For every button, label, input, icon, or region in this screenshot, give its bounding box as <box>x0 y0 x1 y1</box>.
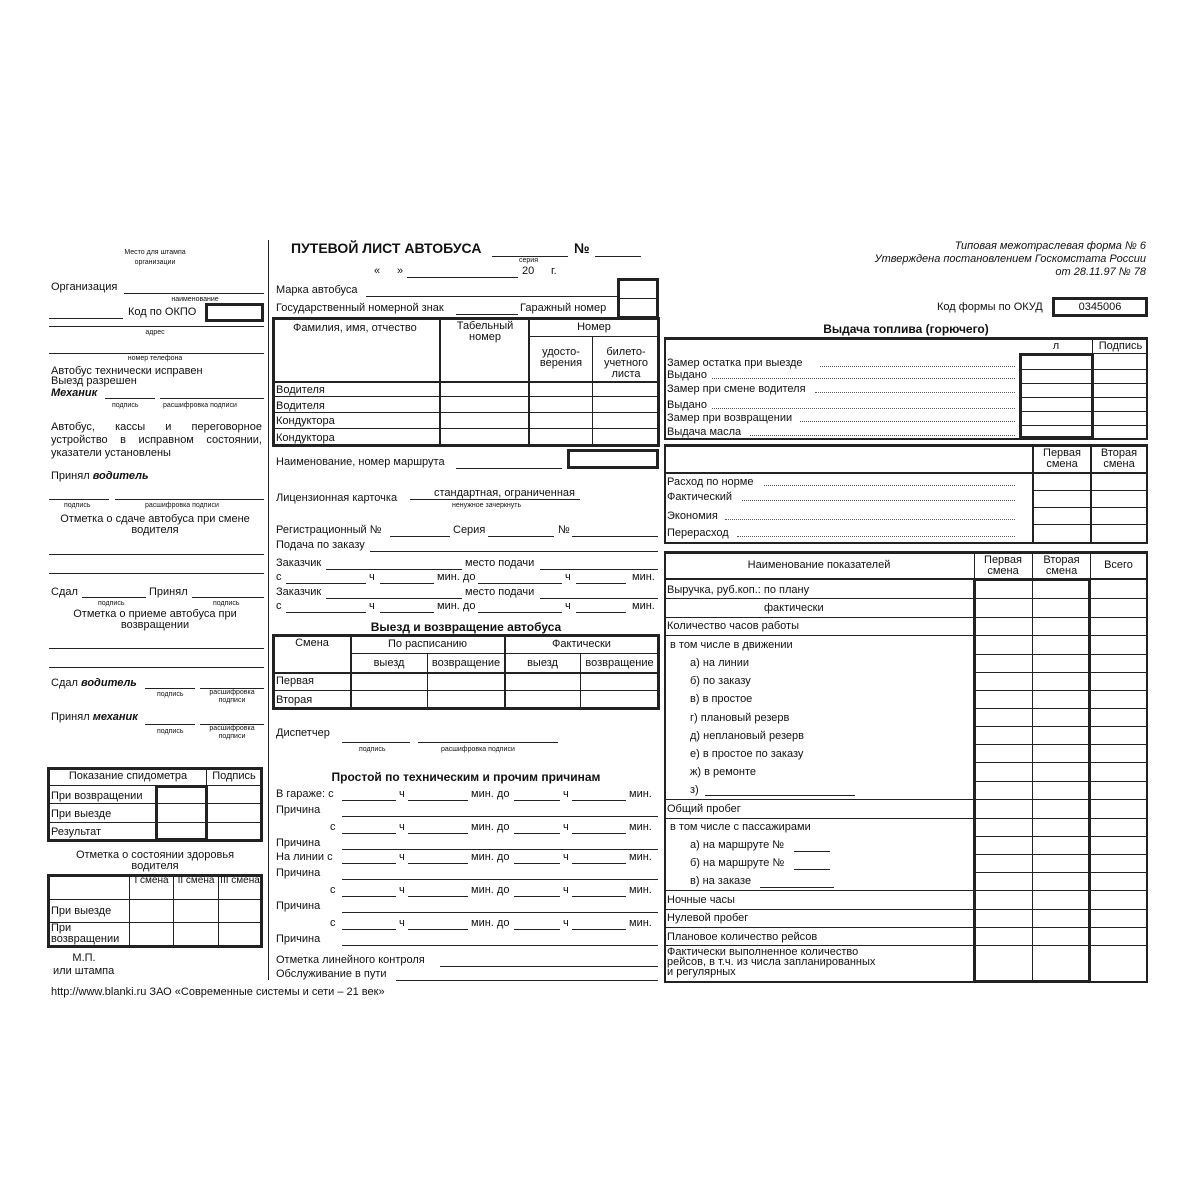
shift2-header-b: Вторая смена <box>1043 554 1080 577</box>
fuel-row-4: Выдано <box>667 399 707 411</box>
or-stamp-label: или штампа <box>53 965 115 977</box>
dispatcher-decode-line[interactable] <box>418 742 558 743</box>
handed-label: Сдал <box>51 586 78 598</box>
fuel-row-2: Выдано <box>667 369 707 381</box>
num-label: № <box>558 524 570 536</box>
year-prefix: 20 <box>522 265 535 277</box>
sign-caption-5: подпись <box>157 691 184 698</box>
column-separator <box>268 240 269 980</box>
fuel-row-1: Замер остатка при выезде <box>667 357 803 369</box>
ind-planned-trips: Плановое количество рейсов <box>667 931 818 943</box>
ind-actual-trips: Фактически выполненное количество рейсов, в т.ч. из числа запланированных и регулярных <box>667 946 876 978</box>
health-col-1: I смена <box>134 875 169 886</box>
stamp-place-label: Место для штампа <box>124 249 186 256</box>
customer-label-2: Заказчик <box>276 586 322 598</box>
ind-total-mileage: Общий пробег <box>667 803 741 815</box>
reason-label-1: Причина <box>276 804 321 816</box>
accepted-label: Принял <box>149 586 188 598</box>
driver-word-2: водитель <box>80 677 137 689</box>
decode-caption-5: расшифровка подписи <box>209 689 255 704</box>
return-note: Отметка о приеме автобуса при возвращении <box>73 608 237 631</box>
license-value: стандартная, ограниченная <box>434 487 575 499</box>
driver-word: водитель <box>92 470 149 482</box>
shift-header: Смена <box>295 637 329 649</box>
org-label: Организация <box>51 281 118 293</box>
crew-tab-header: Табельный номер <box>456 320 514 343</box>
place-label-1: место подачи <box>465 557 535 569</box>
customer-line-2[interactable] <box>326 598 462 599</box>
handed-line[interactable] <box>82 597 146 598</box>
crew-row-driver-2: Водителя <box>276 400 325 412</box>
decode-caption-2: расшифровка подписи <box>145 502 219 509</box>
okud-label: Код формы по ОКУД <box>937 301 1043 313</box>
reason-label-3: Причина <box>276 867 321 879</box>
shift-row-second: Вторая <box>276 694 313 706</box>
bus-brand-label: Марка автобуса <box>276 284 358 296</box>
speedo-header: Показание спидометра <box>68 770 188 782</box>
speedo-row-exit: При выезде <box>51 808 112 820</box>
ind-idle-order: е) в простое по заказу <box>690 748 804 760</box>
plate-line[interactable] <box>456 314 518 315</box>
service-label: Обслуживание в пути <box>276 968 387 980</box>
address-line[interactable] <box>49 326 264 327</box>
ind-other: з) <box>690 784 699 796</box>
shift1-header-b: Первая смена <box>984 554 1022 577</box>
ind-on-line: а) на линии <box>690 657 750 669</box>
mp-label: М.П. <box>72 952 96 964</box>
idle-title: Простой по техническим и прочим причинам <box>331 770 601 784</box>
crew-cert-header: удосто-верения <box>539 346 583 369</box>
driver-sign-line[interactable] <box>49 499 109 500</box>
ind-other-line[interactable] <box>705 795 855 796</box>
sign-caption: подпись <box>112 402 139 409</box>
health-title: Отметка о состоянии здоровья водителя <box>75 849 235 872</box>
shift2-header-a: Вторая смена <box>1100 447 1138 470</box>
tech-ok-text: Автобус технически исправен <box>51 365 203 377</box>
ind-in-motion: в том числе в движении <box>670 639 793 651</box>
date-close-quote: » <box>397 265 404 277</box>
equipment-ok-text: Автобус, кассы и переговорное устройство в исправном состоянии, указатели установлены <box>51 421 262 459</box>
total-header: Всего <box>1104 559 1133 571</box>
garage-no-label: Гаражный номер <box>520 302 607 314</box>
fuel-liters-column[interactable] <box>1019 353 1094 439</box>
accepted-mech-sign-line[interactable] <box>145 724 195 725</box>
speedo-row-return: При возвращении <box>51 790 143 802</box>
okpo-box[interactable] <box>205 303 264 322</box>
health-col-2: II смена <box>177 875 215 886</box>
return-line-1[interactable] <box>49 648 264 649</box>
accepted-line[interactable] <box>192 597 264 598</box>
date-month-line[interactable] <box>407 277 518 278</box>
fuel-row-6: Выдача масла <box>667 426 742 438</box>
reason-label-4: Причина <box>276 900 321 912</box>
date-open-quote: « <box>374 265 381 277</box>
speedo-sign-header: Подпись <box>212 770 256 782</box>
consumption-row-3: Экономия <box>667 510 718 522</box>
fuel-row-5: Замер при возвращении <box>667 412 793 424</box>
actual-header: Фактически <box>552 638 611 650</box>
dispatcher-label: Диспетчер <box>276 727 330 739</box>
order-label: Подача по заказу <box>276 539 365 551</box>
garage-from-label: В гараже: с <box>276 788 334 800</box>
ind-night-hours: Ночные часы <box>667 894 735 906</box>
customer-label-1: Заказчик <box>276 557 322 569</box>
footer-text[interactable]: http://www.blanki.ru ЗАО «Современные системы и сети – 21 век» <box>51 986 385 998</box>
mechanic-decode-line[interactable] <box>160 398 264 399</box>
ind-zero-mileage: Нулевой пробег <box>667 912 749 924</box>
fuel-row-3: Замер при смене водителя <box>667 383 806 395</box>
year-suffix: г. <box>551 265 557 277</box>
title-no-label: № <box>574 240 590 256</box>
route-label: Наименование, номер маршрута <box>276 456 445 468</box>
place-label-2: место подачи <box>465 586 535 598</box>
accepted-driver-label: Принял <box>51 470 90 482</box>
crew-row-conductor-2: Кондуктора <box>276 432 335 444</box>
exit-allowed-text: Выезд разрешен <box>51 375 137 387</box>
handover-line-1[interactable] <box>49 554 264 555</box>
series-caption: серия <box>519 257 538 264</box>
stamp-org-label: организации <box>134 259 176 266</box>
ind-hours: Количество часов работы <box>667 620 799 632</box>
reason-label-2: Причина <box>276 837 321 849</box>
schedule-header: По расписанию <box>387 638 467 650</box>
ind-on-order: в) на заказе <box>690 875 752 887</box>
line-control-label: Отметка линейного контроля <box>276 954 425 966</box>
ind-unplanned-reserve: д) неплановый резерв <box>690 730 804 742</box>
driver-decode-line[interactable] <box>115 499 264 500</box>
phone-caption: номер телефона <box>127 355 183 362</box>
ind-revenue-plan: Выручка, руб.коп.: по плану <box>667 584 810 596</box>
approved-text: Утверждена постановлением Госкомстата России <box>874 253 1146 265</box>
shift1-header-a: Первая смена <box>1043 447 1081 470</box>
handover-note: Отметка о сдаче автобуса при смене водителя <box>60 513 250 536</box>
approved-date: от 28.11.97 № 78 <box>1055 266 1146 278</box>
handed-driver-label: Сдал <box>51 677 78 689</box>
num-line[interactable] <box>572 536 658 537</box>
okpo-left-line <box>49 318 123 319</box>
title-number-line[interactable] <box>595 256 641 257</box>
reg-label: Регистрационный № <box>276 524 382 536</box>
sign-caption-4: подпись <box>213 600 240 607</box>
indicators-header: Наименование показателей <box>747 559 891 571</box>
speedo-row-result: Результат <box>51 826 102 838</box>
shift-row-first: Первая <box>276 675 314 687</box>
mechanic-label: Механик <box>51 387 98 399</box>
ind-planned-reserve: г) плановый резерв <box>690 712 790 724</box>
unneeded-caption: ненужное зачеркнуть <box>452 502 522 509</box>
plate-label: Государственный номерной знак <box>276 302 444 314</box>
ind-route-b: б) на маршруте № <box>690 857 785 869</box>
ind-repair: ж) в ремонте <box>690 766 756 778</box>
sign-caption-6: подпись <box>157 728 184 735</box>
consumption-row-1: Расход по норме <box>667 476 754 488</box>
sign-caption-2: подпись <box>64 502 91 509</box>
form-type: Типовая межотраслевая форма № 6 <box>954 240 1146 252</box>
from-label-1: с <box>276 571 282 583</box>
accepted-mech-label: Принял <box>51 711 90 723</box>
route-box[interactable] <box>567 449 659 469</box>
return-line-2[interactable] <box>49 667 264 668</box>
dispatcher-sign-line[interactable] <box>342 742 410 743</box>
health-row-exit: При выезде <box>51 905 112 917</box>
speedometer-values[interactable] <box>155 785 208 841</box>
crew-ticket-header: билето-учетного листа <box>603 346 649 380</box>
address-caption: адрес <box>145 329 165 336</box>
ind-revenue-actual: фактически <box>764 602 824 614</box>
ind-with-passengers: в том числе с пассажирами <box>670 821 811 833</box>
ind-route-a: а) на маршруте № <box>690 839 785 851</box>
name-caption: наименование <box>171 296 219 303</box>
okud-value: 0345006 <box>1078 301 1122 313</box>
phone-line[interactable] <box>49 353 264 354</box>
ind-idle: в) в простое <box>690 693 753 705</box>
health-row-return: При возвращении <box>51 922 120 945</box>
series-line[interactable] <box>488 536 554 537</box>
crew-row-driver-1: Водителя <box>276 384 325 396</box>
bus-brand-line[interactable] <box>366 296 618 297</box>
mech-word: механик <box>92 711 138 723</box>
customer-line-1[interactable] <box>326 569 462 570</box>
handover-line-2[interactable] <box>49 573 264 574</box>
license-label: Лицензионная карточка <box>276 492 398 504</box>
consumption-row-4: Перерасход <box>667 527 729 539</box>
decode-caption: расшифровка подписи <box>163 402 237 409</box>
crew-row-conductor-1: Кондуктора <box>276 415 335 427</box>
decode-caption-6: расшифровка подписи <box>209 725 255 740</box>
sign-caption-3: подпись <box>98 600 125 607</box>
crew-fio-header: Фамилия, имя, отчество <box>293 322 417 334</box>
okpo-label: Код по ОКПО <box>128 306 197 318</box>
fuel-col-liters: л <box>1052 340 1060 352</box>
handed-driver-sign-line[interactable] <box>145 688 195 689</box>
org-line[interactable] <box>124 293 264 294</box>
crew-num-header: Номер <box>577 321 611 333</box>
health-col-3: III смена <box>220 875 260 886</box>
consumption-row-2: Фактический <box>667 491 733 503</box>
exit-return-title: Выезд и возвращение автобуса <box>370 620 562 634</box>
page-title: ПУТЕВОЙ ЛИСТ АВТОБУСА <box>291 240 482 256</box>
reason-label-5: Причина <box>276 933 321 945</box>
fuel-col-sign: Подпись <box>1098 340 1143 352</box>
fuel-title: Выдача топлива (горючего) <box>823 322 989 336</box>
line-from-label: На линии с <box>276 851 333 863</box>
route-line[interactable] <box>456 468 562 469</box>
ind-by-order: б) по заказу <box>690 675 751 687</box>
series-label: Серия <box>453 524 486 536</box>
mechanic-sign-line[interactable] <box>105 398 155 399</box>
reg-line[interactable] <box>390 536 450 537</box>
